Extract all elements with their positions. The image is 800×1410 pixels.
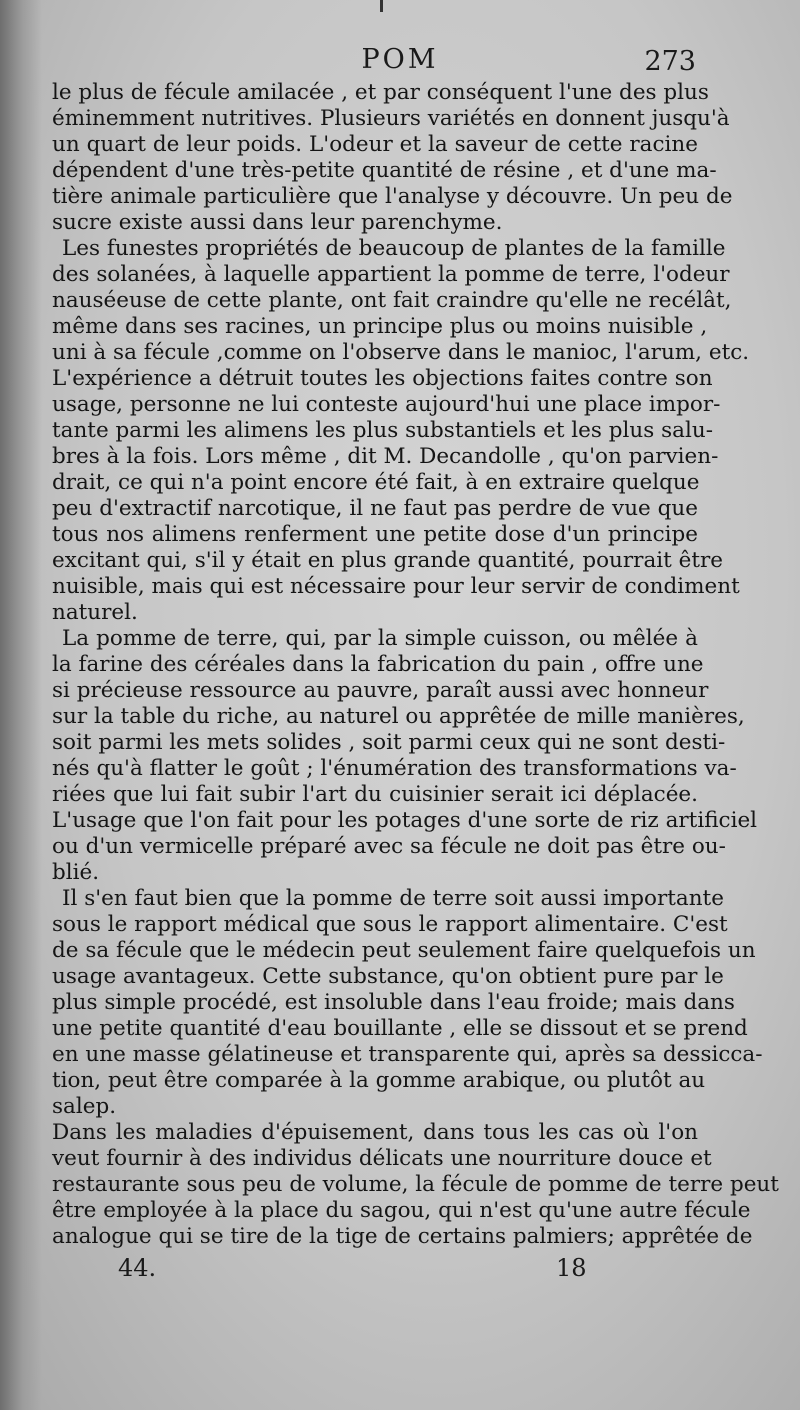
text-line: une petite quantité d'eau bouillante , elle se dissout et se prend [52,1016,748,1041]
text-line: sur la table du riche, au naturel ou apprêtée de mille manières, [52,704,745,729]
text-line: usage, personne ne lui conteste aujourd'hui une place impor- [52,392,721,417]
text-line: Il s'en faut bien que la pomme de terre soit aussi importante [62,886,724,911]
text-line: éminemment nutritives. Plusieurs variétés en donnent jusqu'à [52,106,730,131]
text-line: veut fournir à des individus délicats une nourriture douce et [52,1146,712,1171]
text-line: L'usage que l'on fait pour les potages d'une sorte de riz artificiel [52,808,758,833]
running-title: POM [361,44,439,75]
text-line: sous le rapport médical que sous le rapport alimentaire. C'est [52,912,728,937]
text-line: L'expérience a détruit toutes les objections faites contre son [52,366,713,391]
text-line: bres à la fois. Lors même , dit M. Decandolle , qu'on parvien- [52,444,719,469]
top-margin-mark [380,0,383,12]
text-line: naturel. [52,600,138,625]
text-line: des solanées, à laquelle appartient la pomme de terre, l'odeur [52,262,730,287]
binding-gutter-shadow [0,0,42,1410]
text-line: de sa fécule que le médecin peut seulement faire quelquefois un [52,938,756,963]
page-footer [0,1254,800,1290]
text-line: le plus de fécule amilacée , et par conséquent l'une des plus [52,80,709,105]
text-line: uni à sa fécule ,comme on l'observe dans le manioc, l'arum, etc. [52,340,750,365]
running-header [0,44,800,84]
text-line: tous nos alimens renferment une petite dose d'un principe [52,522,698,547]
text-line: sucre existe aussi dans leur parenchyme. [52,210,503,235]
text-line: riées que lui fait subir l'art du cuisinier serait ici déplacée. [52,782,698,807]
text-line: peu d'extractif narcotique, il ne faut pas perdre de vue que [52,496,698,521]
text-line: si précieuse ressource au pauvre, paraît aussi avec honneur [52,678,709,703]
body-text [52,80,779,1250]
text-line: drait, ce qui n'a point encore été fait, à en extraire quelque [52,470,700,495]
text-line: un quart de leur poids. L'odeur et la saveur de cette racine [52,132,698,157]
page-number: 273 [644,46,696,77]
text-line: même dans ses racines, un principe plus ou moins nuisible , [52,314,708,339]
text-line: soit parmi les mets solides , soit parmi ceux qui ne sont desti- [52,730,726,755]
text-line: Les funestes propriétés de beaucoup de plantes de la famille [62,236,726,261]
text-line: être employée à la place du sagou, qui n'est qu'une autre fécule [52,1198,751,1223]
text-line: La pomme de terre, qui, par la simple cuisson, ou mêlée à [62,626,698,651]
text-line: restaurante sous peu de volume, la fécule de pomme de terre peut [52,1172,779,1197]
text-line: tière animale particulière que l'analyse y découvre. Un peu de [52,184,733,209]
text-line: blié. [52,860,100,885]
volume-mark: 44. [118,1254,157,1282]
text-line: dépendent d'une très-petite quantité de résine , et d'une ma- [52,158,717,183]
text-line: analogue qui se tire de la tige de certains palmiers; apprêtée de [52,1224,753,1249]
text-line: nés qu'à flatter le goût ; l'énumération des transformations va- [52,756,737,781]
text-line: tion, peut être comparée à la gomme arabique, ou plutôt au [52,1068,706,1093]
text-line: tante parmi les alimens les plus substantiels et les plus salu- [52,418,713,443]
text-line: nuisible, mais qui est nécessaire pour leur servir de condiment [52,574,740,599]
signature-mark: 18 [556,1254,587,1282]
text-line: excitant qui, s'il y était en plus grande quantité, pourrait être [52,548,723,573]
text-line: ou d'un vermicelle préparé avec sa fécule ne doit pas être ou- [52,834,726,859]
text-line: usage avantageux. Cette substance, qu'on obtient pure par le [52,964,724,989]
text-line: en une masse gélatineuse et transparente qui, après sa dessicca- [52,1042,763,1067]
text-line: nauséeuse de cette plante, ont fait craindre qu'elle ne recélât, [52,288,732,313]
text-line: salep. [52,1094,117,1119]
text-line: plus simple procédé, est insoluble dans l'eau froide; mais dans [52,990,735,1015]
text-line: Dans les maladies d'épuisement, dans tous les cas où l'on [52,1120,698,1145]
text-line: la farine des céréales dans la fabrication du pain , offre une [52,652,704,677]
